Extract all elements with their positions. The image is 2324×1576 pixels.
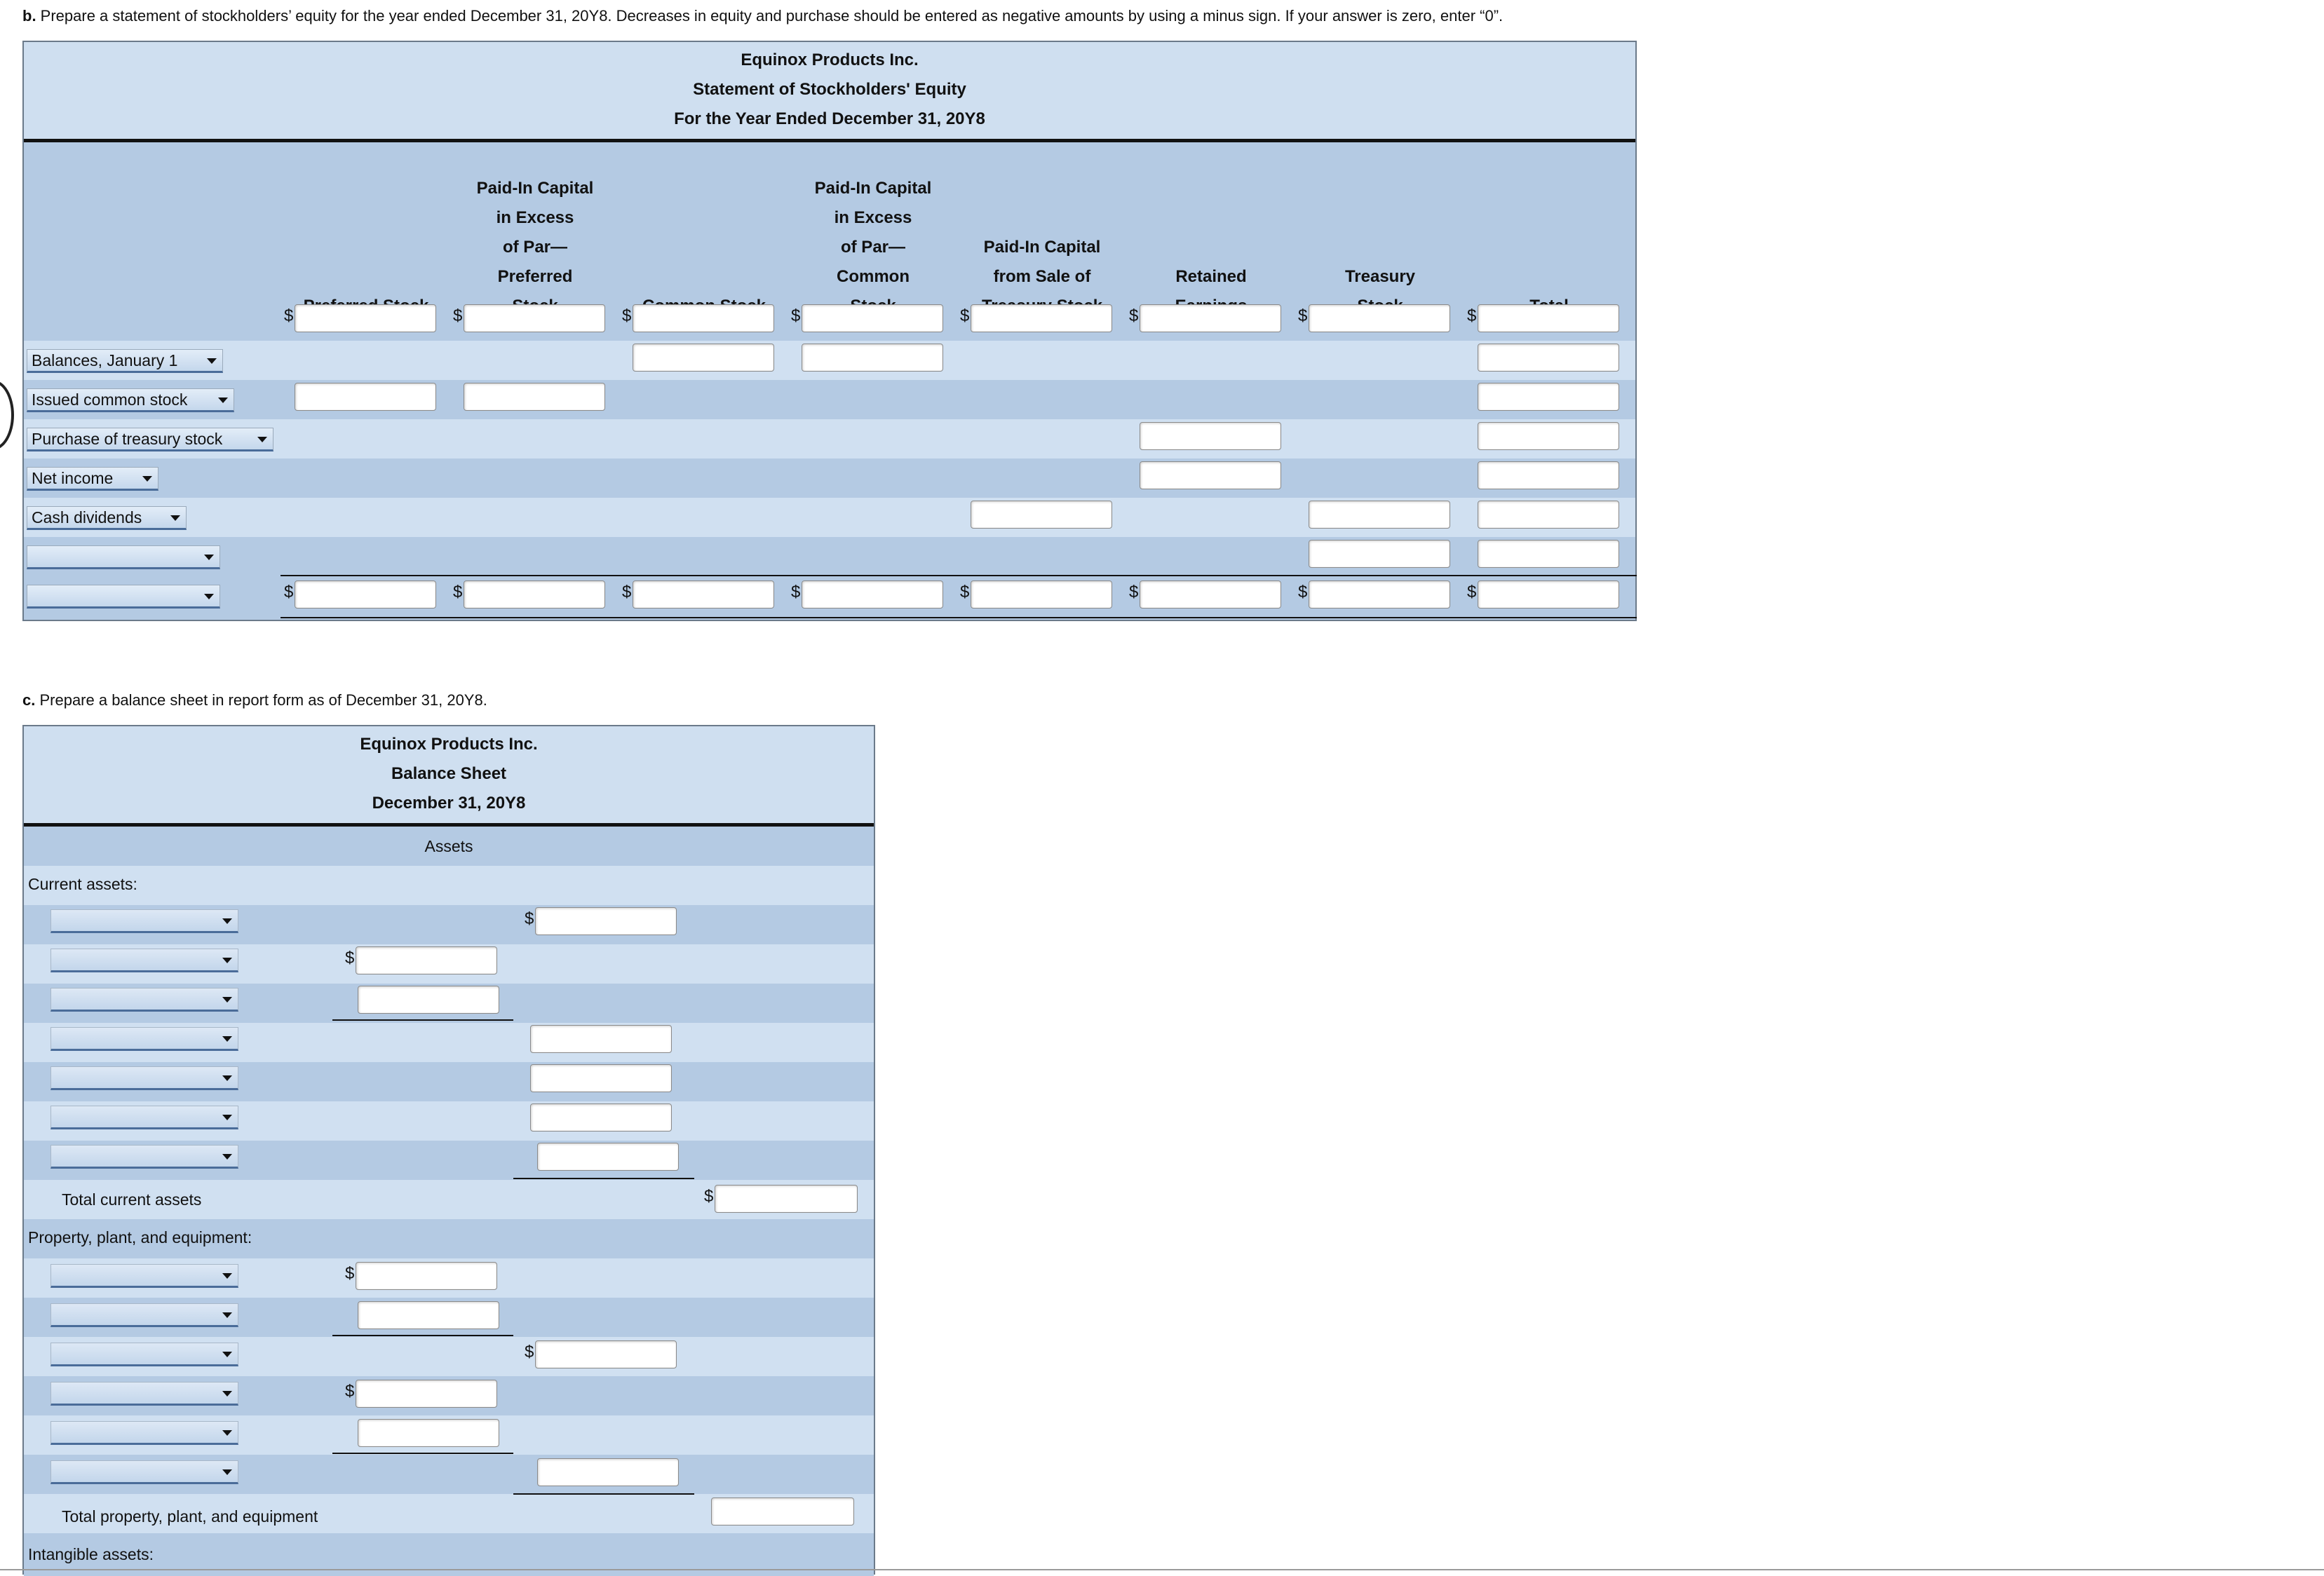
input-ending-pic-treasury[interactable] [971,580,1112,609]
cursor-circle-artifact [0,380,14,450]
ending-row-bottom-rule [281,617,1637,618]
input-balances-total[interactable] [1478,304,1619,332]
input-current-asset-6[interactable] [530,1103,672,1132]
chevron-down-icon [222,1391,232,1397]
input-purchase-pic-preferred[interactable] [464,383,605,411]
chevron-down-icon [222,1352,232,1357]
current-assets-label: Current assets: [28,875,137,893]
dollar-sign: $ [345,1382,355,1401]
total-ppe-label: Total property, plant, and equipment [62,1507,318,1526]
chevron-down-icon [222,958,232,963]
page-bottom-edge [0,1569,2324,1570]
col-header-treasury-stock: Treasury [1344,267,1416,286]
subtotal-rule [332,1019,513,1021]
ending-row-top-rule [281,575,1637,576]
dollar-sign: $ [622,583,632,602]
bs-assets-heading: Assets [424,837,473,855]
part-c-instruction [22,691,487,709]
chevron-down-icon [204,555,214,560]
input-balances-retained-earnings[interactable] [1140,304,1281,332]
current-asset-dropdown-3[interactable] [50,988,238,1012]
subtotal-rule [332,1453,513,1454]
input-dividends-retained-earnings[interactable] [1140,461,1281,489]
row-label-dropdown-cash-dividends[interactable] [27,506,187,530]
bs-company-title: Equinox Products Inc. [360,735,538,754]
dollar-sign: $ [284,306,294,325]
input-ppe-3[interactable] [535,1340,677,1368]
input-balances-preferred-stock[interactable] [295,304,436,332]
input-ending-retained-earnings[interactable] [1140,580,1281,609]
input-issued-total[interactable] [1478,344,1619,372]
row-label-purchase-treasury-text: Purchase of treasury stock [32,430,223,448]
input-ending-preferred-stock[interactable] [295,580,436,609]
ppe-dropdown-3[interactable] [50,1343,238,1366]
row-label-dropdown-balances[interactable] [27,349,223,373]
part-c-letter: c. [22,691,36,709]
input-row6-treasury-stock[interactable] [1309,501,1450,529]
input-net-income-total[interactable] [1478,422,1619,450]
input-balances-common-stock[interactable] [633,304,774,332]
chevron-down-icon [222,1430,232,1436]
current-asset-dropdown-7[interactable] [50,1145,238,1169]
input-row7-treasury-stock[interactable] [1309,540,1450,568]
input-ppe-1-sub[interactable] [356,1262,497,1290]
dollar-sign: $ [345,1264,355,1283]
input-current-asset-7[interactable] [537,1143,679,1171]
input-total-ppe[interactable] [711,1497,854,1526]
row-label-dropdown-ending-balance[interactable] [27,585,220,609]
dollar-sign: $ [284,583,294,602]
input-current-asset-1[interactable] [535,907,677,935]
dollar-sign: $ [622,306,632,325]
input-balances-treasury-stock[interactable] [1309,304,1450,332]
bs-date-title: December 31, 20Y8 [372,794,526,813]
chevron-down-icon [207,358,217,364]
ppe-label: Property, plant, and equipment: [28,1228,252,1246]
se-row-band [24,380,1635,419]
chevron-down-icon [218,398,228,403]
chevron-down-icon [257,437,267,442]
input-issued-pic-common[interactable] [802,344,943,372]
input-ppe-2-sub[interactable] [358,1301,499,1329]
dollar-sign: $ [1467,306,1477,325]
dollar-sign: $ [453,583,463,602]
dollar-sign: $ [525,909,534,928]
input-row6-total[interactable] [1478,501,1619,529]
input-balances-pic-common[interactable] [802,304,943,332]
dollar-sign: $ [525,1343,534,1361]
input-ending-treasury-stock[interactable] [1309,580,1450,609]
dollar-sign: $ [345,949,355,967]
chevron-down-icon [222,1036,232,1042]
chevron-down-icon [222,1154,232,1160]
chevron-down-icon [222,918,232,924]
input-issued-common-stock[interactable] [633,344,774,372]
dollar-sign: $ [791,583,801,602]
chevron-down-icon [222,1469,232,1475]
dollar-sign: $ [1298,583,1308,602]
dollar-sign: $ [1298,306,1308,325]
current-asset-dropdown-4[interactable] [50,1027,238,1051]
part-b-letter: b. [22,7,36,25]
chevron-down-icon [170,515,180,521]
input-ppe-5-sub[interactable] [358,1419,499,1447]
ppe-dropdown-4[interactable] [50,1382,238,1406]
dollar-sign: $ [704,1187,714,1206]
row-label-dropdown-blank-1[interactable] [27,545,220,569]
row-label-cash-dividends-text: Cash dividends [32,508,142,527]
part-c-instruction-text: Prepare a balance sheet in report form as of December 31, 20Y8. [35,691,487,709]
input-ppe-6[interactable] [537,1458,679,1486]
subtotal-rule [332,1335,513,1336]
ppe-dropdown-2[interactable] [50,1303,238,1327]
current-asset-dropdown-2[interactable] [50,949,238,972]
input-purchase-preferred-stock[interactable] [295,383,436,411]
chevron-down-icon [204,594,214,599]
input-balances-pic-treasury[interactable] [971,304,1112,332]
chevron-down-icon [222,1273,232,1279]
input-total-current-assets[interactable] [715,1185,858,1213]
dollar-sign: $ [1129,583,1139,602]
row-label-net-income-text: Net income [32,469,114,487]
dollar-sign: $ [1467,583,1477,602]
se-company-title: Equinox Products Inc. [741,50,919,69]
current-asset-dropdown-6[interactable] [50,1106,238,1129]
part-b-instruction-text: Prepare a statement of stockholders’ equity for the year ended December 31, 20Y8. Decreases in equity and purchase should be entered as negative amounts by using a minus sign. If your answer is zero, enter “0”. [36,7,1504,25]
dollar-sign: $ [960,306,970,325]
intangible-assets-label: Intangible assets: [28,1545,154,1563]
chevron-down-icon [222,1075,232,1081]
col-header-pic-excess-preferred: Paid-In Capital in Excess of Par— Preferred [476,179,594,286]
row-label-dropdown-issued-common[interactable] [27,388,234,412]
col-header-retained-earnings: Retained [1175,267,1247,286]
bs-row-band [24,866,874,905]
row-label-dropdown-purchase-treasury[interactable] [27,428,273,451]
se-statement-title: Statement of Stockholders' Equity [693,80,966,99]
input-dividends-total[interactable] [1478,461,1619,489]
current-asset-dropdown-5[interactable] [50,1066,238,1090]
input-current-asset-3-sub[interactable] [358,986,499,1014]
current-asset-dropdown-1[interactable] [50,909,238,933]
chevron-down-icon [222,1312,232,1318]
input-ppe-4-sub[interactable] [356,1380,497,1408]
input-ending-pic-preferred[interactable] [464,580,605,609]
chevron-down-icon [222,997,232,1003]
subtotal-rule [513,1493,694,1495]
row-label-dropdown-net-income[interactable] [27,467,158,491]
input-purchase-total[interactable] [1478,383,1619,411]
se-row-band [24,458,1635,498]
total-current-assets-label: Total current assets [62,1190,202,1209]
input-row6-pic-treasury[interactable] [971,501,1112,529]
part-b-instruction [22,7,1503,25]
row-label-issued-common-text: Issued common stock [32,390,188,409]
input-row7-total[interactable] [1478,540,1619,568]
dollar-sign: $ [791,306,801,325]
subtotal-rule [513,1178,694,1179]
ppe-dropdown-6[interactable] [50,1460,238,1484]
ppe-dropdown-5[interactable] [50,1421,238,1445]
input-current-asset-2-sub[interactable] [356,946,497,974]
col-header-pic-excess-common: Paid-In Capital in Excess of Par— Common [814,179,932,286]
chevron-down-icon [222,1115,232,1120]
bs-statement-title: Balance Sheet [391,764,507,783]
dollar-sign: $ [1129,306,1139,325]
chevron-down-icon [142,476,152,482]
dollar-sign: $ [453,306,463,325]
ppe-dropdown-1[interactable] [50,1264,238,1288]
se-period-title: For the Year Ended December 31, 20Y8 [674,109,985,128]
input-balances-pic-preferred[interactable] [464,304,605,332]
input-ending-common-stock[interactable] [633,580,774,609]
input-current-asset-5[interactable] [530,1064,672,1092]
input-ending-total[interactable] [1478,580,1619,609]
row-label-balances-text: Balances, January 1 [32,351,178,369]
col-header-pic-treasury: Paid-In Capital from Sale of [983,238,1101,286]
input-current-asset-4[interactable] [530,1025,672,1053]
input-ending-pic-common[interactable] [802,580,943,609]
input-net-income-retained-earnings[interactable] [1140,422,1281,450]
dollar-sign: $ [960,583,970,602]
